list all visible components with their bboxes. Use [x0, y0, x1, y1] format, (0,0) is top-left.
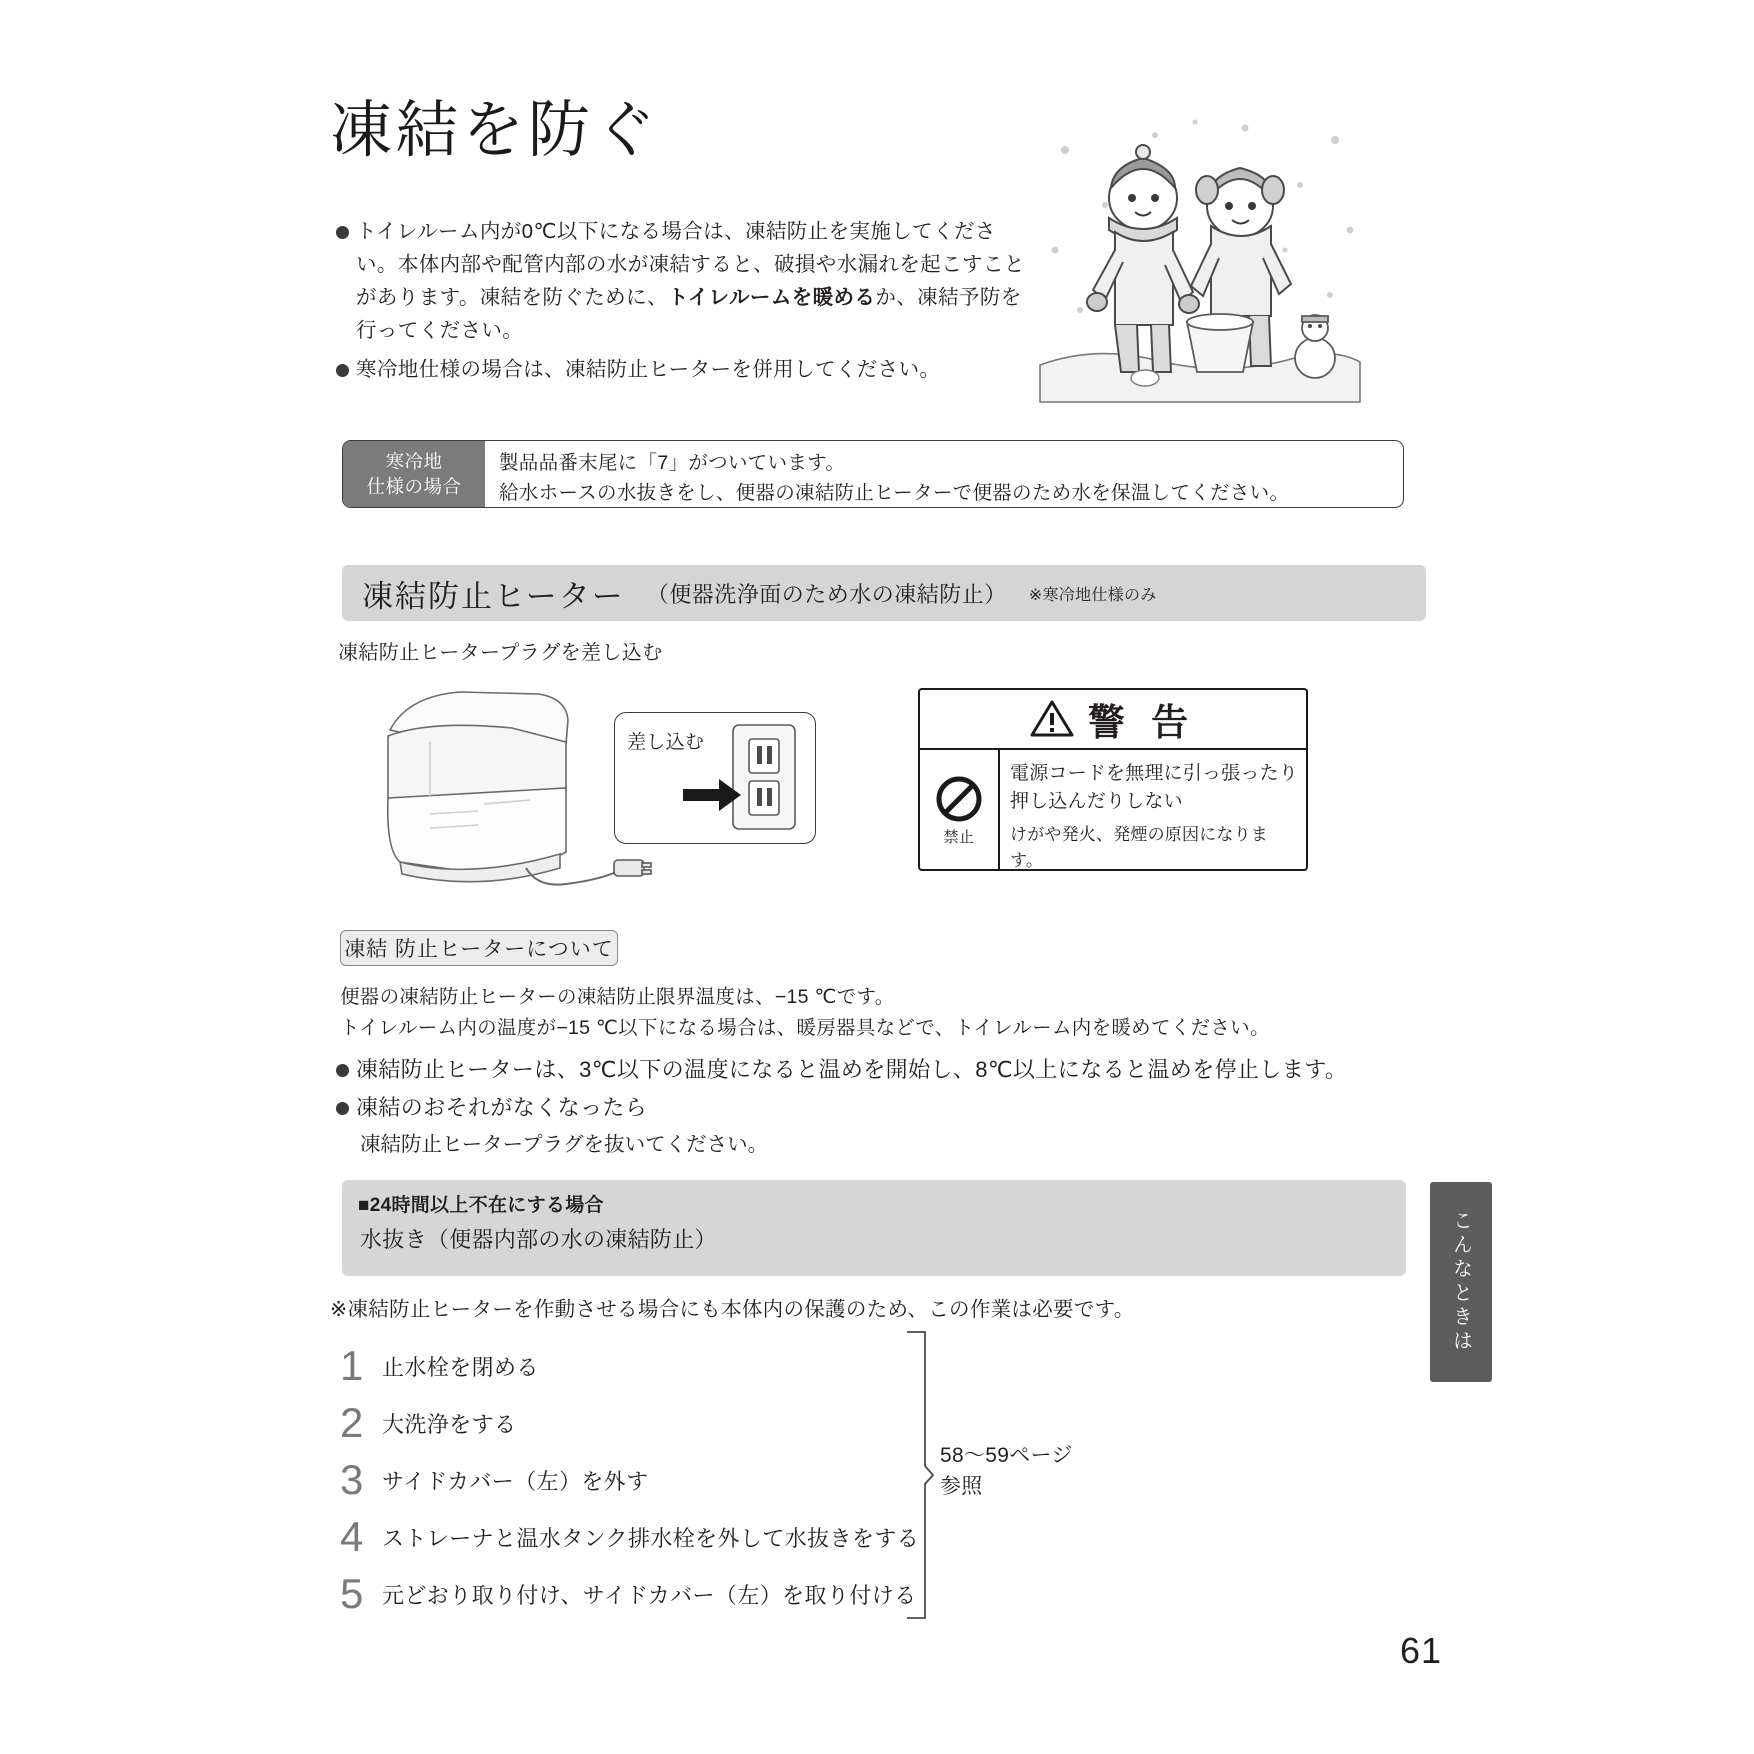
about-bullet-1: 凍結防止ヒーターは、3℃以下の温度になると温めを開始し、8℃以上になると温めを停止します。	[356, 1057, 1348, 1082]
intro-bullet-1: トイレルーム内が0℃以下になる場合は、凍結防止を実施してください。本体内部や配管内部の水が凍結すると、破損や水漏れを起こすことがあります。凍結を防ぐために、トイレルームを暖めるか、凍結予防を行ってください。	[356, 220, 1025, 342]
prohibition-icon-cell	[920, 750, 1000, 871]
warning-line3: けがや発火、発煙の原因になります。	[1010, 825, 1268, 870]
warning-text	[1000, 750, 1306, 871]
insert-balloon	[614, 712, 816, 844]
balloon-label: 差し込む	[627, 732, 705, 753]
warning-line2: 押し込んだりしない	[1010, 791, 1183, 812]
kids-in-snow-illustration	[1035, 110, 1365, 410]
cold-region-tag-line2: 仕様の場合	[366, 476, 462, 497]
step-text: 大洗浄をする	[382, 1412, 517, 1437]
about-bullet-2: 凍結のおそれがなくなったら	[356, 1095, 648, 1120]
drain-title-paren: （便器内部の水の凍結防止）	[426, 1227, 717, 1252]
warning-body	[920, 750, 1306, 871]
list-item	[340, 1558, 960, 1615]
drain-steps	[340, 1330, 960, 1615]
bullet-dot-icon	[336, 364, 349, 377]
cold-region-box	[342, 440, 1404, 508]
reference-line1: 58〜59ページ	[940, 1444, 1073, 1467]
side-tab-label: こんなときは	[1449, 1210, 1472, 1354]
step-text: 元どおり取り付け、サイドカバー（左）を取り付ける	[382, 1583, 917, 1608]
cold-region-tag	[343, 441, 485, 507]
list-item	[340, 1387, 960, 1444]
drain-kicker: ■24時間以上不在にする場合	[358, 1195, 604, 1216]
list-item	[340, 1501, 960, 1558]
steps-brace	[905, 1330, 935, 1620]
side-tab	[1430, 1182, 1492, 1382]
bullet-dot-icon	[336, 226, 349, 239]
intro-bullet-2: 寒冷地仕様の場合は、凍結防止ヒーターを併用してください。	[356, 358, 941, 381]
step-number: 5	[340, 1570, 364, 1617]
cold-region-body	[485, 441, 1403, 507]
step-text: サイドカバー（左）を外す	[382, 1469, 649, 1494]
about-heater-line2: トイレルーム内の温度が−15 ℃以下になる場合は、暖房器具などで、トイレルーム内を暖めてください。	[340, 1017, 1270, 1039]
list-item	[336, 353, 1036, 386]
cold-region-line1: 製品品番末尾に「7」がついています。	[499, 452, 846, 474]
heater-instruction: 凍結防止ヒータープラグを差し込む	[338, 642, 663, 664]
step-number: 1	[340, 1342, 364, 1389]
step-text: ストレーナと温水タンク排水栓を外して水抜きをする	[382, 1526, 920, 1551]
prohibition-icon	[935, 775, 983, 823]
bullet-dot-icon	[336, 1064, 349, 1077]
reference-line2: 参照	[940, 1475, 983, 1498]
intro-bullets	[336, 215, 1036, 392]
step-text: 止水栓を閉める	[382, 1355, 539, 1380]
page-number: 61	[1400, 1630, 1443, 1671]
about-heater-tag: 凍結 防止ヒーターについて	[340, 930, 618, 966]
heater-section-header	[342, 565, 1426, 621]
heater-section-note: ※寒冷地仕様のみ	[1028, 586, 1157, 604]
about-sub-text: 凍結防止ヒータープラグを抜いてください。	[360, 1133, 769, 1156]
list-item	[336, 1053, 1386, 1087]
list-item	[336, 215, 1036, 347]
step-number: 3	[340, 1456, 364, 1503]
about-heater-body	[340, 982, 1360, 1044]
warning-line1: 電源コードを無理に引っ張ったり	[1010, 763, 1299, 784]
list-item	[340, 1330, 960, 1387]
bullet-dot-icon	[336, 1102, 349, 1115]
page-title: 凍結を防ぐ	[330, 96, 661, 165]
about-heater-bullets	[336, 1053, 1386, 1161]
cold-region-line2: 給水ホースの水抜きをし、便器の凍結防止ヒーターで便器のため水を保温してください。	[499, 482, 1290, 504]
drain-note: ※凍結防止ヒーターを作動させる場合にも本体内の保護のため、この作業は必要です。	[330, 1298, 1135, 1321]
warning-header	[920, 690, 1306, 750]
heater-section-subtitle: （便器洗浄面のため水の凍結防止）	[646, 581, 1007, 607]
warning-triangle-icon	[1030, 700, 1074, 738]
warning-title: 警 告	[1087, 702, 1197, 743]
list-item	[340, 1444, 960, 1501]
list-item	[336, 1091, 1386, 1125]
about-heater-line1: 便器の凍結防止ヒーターの凍結防止限界温度は、−15 ℃です。	[340, 986, 895, 1008]
intro-bold-phrase: トイレルームを暖める	[667, 286, 876, 309]
step-number: 4	[340, 1513, 364, 1560]
drain-section-header	[342, 1180, 1406, 1276]
steps-reference	[940, 1440, 1073, 1502]
step-number: 2	[340, 1399, 364, 1446]
warning-box	[918, 688, 1308, 871]
cold-region-tag-line1: 寒冷地	[385, 451, 443, 472]
drain-title-row	[360, 1218, 717, 1255]
drain-title: 水抜き	[360, 1227, 427, 1252]
prohibition-label: 禁止	[943, 828, 975, 846]
heater-section-title: 凍結防止ヒーター	[362, 578, 625, 614]
